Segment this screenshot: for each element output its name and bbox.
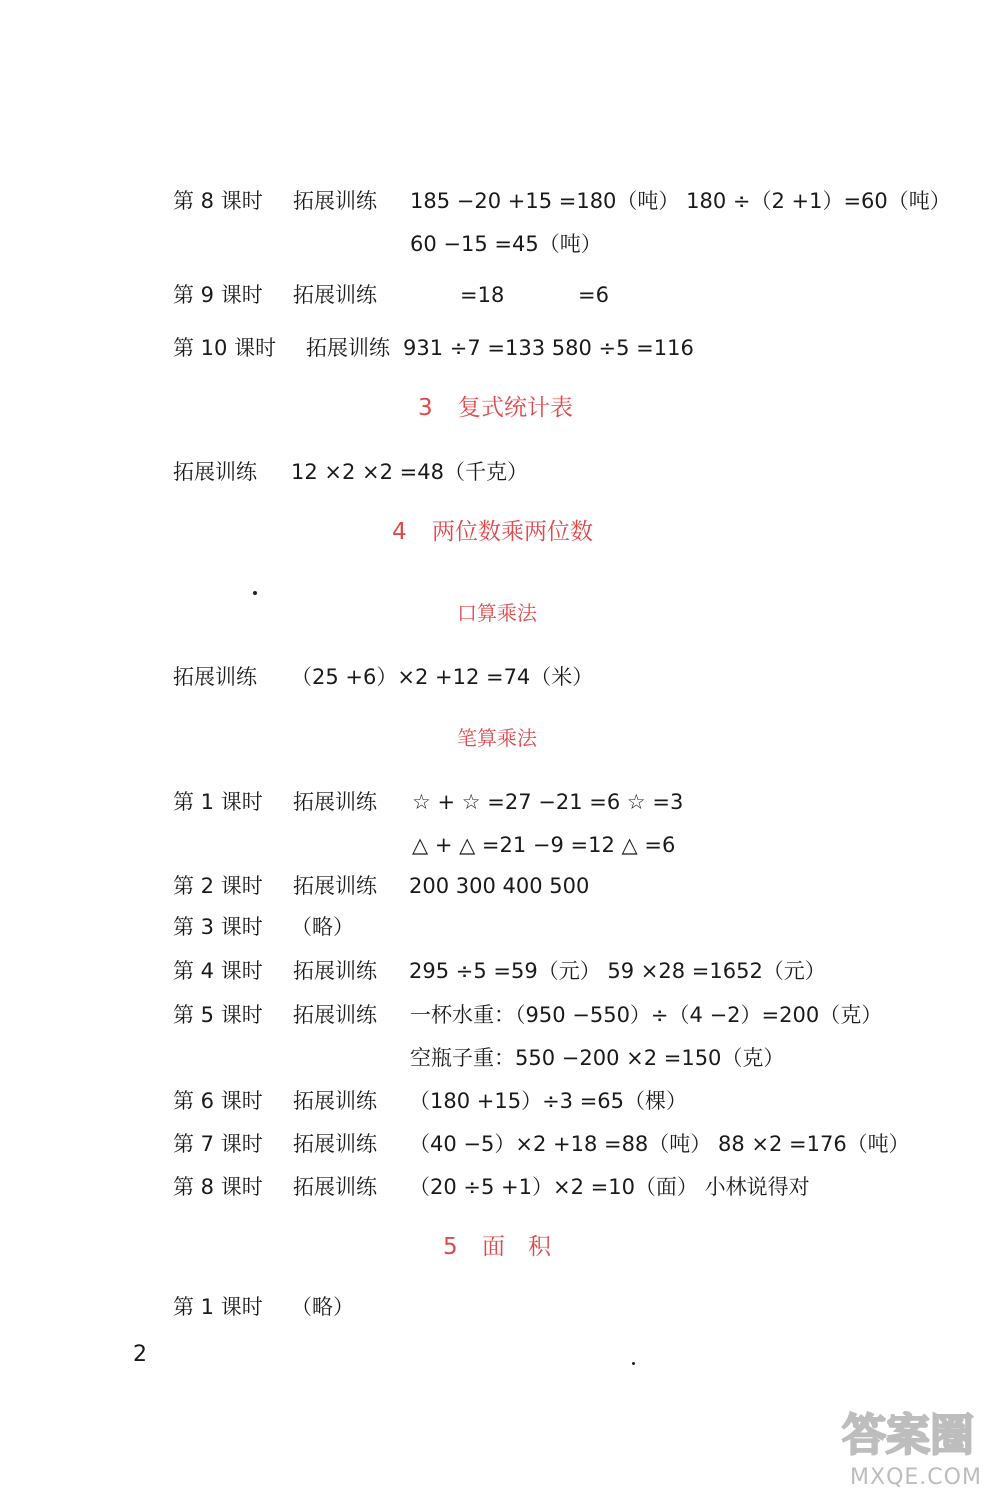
lesson-tag: 拓展训练 bbox=[173, 665, 257, 689]
lesson-tag: （略） bbox=[291, 915, 354, 939]
lesson-tag: 拓展训练 bbox=[293, 1003, 377, 1027]
lesson-tag: 拓展训练 bbox=[173, 460, 257, 484]
watermark-logo-icon bbox=[838, 1404, 988, 1462]
lesson-tag: 拓展训练 bbox=[293, 1132, 377, 1156]
watermark-text: MXQE.COM bbox=[850, 1465, 982, 1490]
lesson-tag: （略） bbox=[291, 1295, 354, 1319]
answer-line: 空瓶子重：550 −200 ×2 =150（克） bbox=[410, 1046, 785, 1070]
lesson-label: 第 8 课时 bbox=[173, 189, 263, 213]
answer-line: 295 ÷5 =59（元） 59 ×28 =1652（元） bbox=[409, 959, 826, 983]
subsection-title: 笔算乘法 bbox=[457, 726, 537, 750]
lesson-label: 第 10 课时 bbox=[173, 336, 277, 360]
lesson-tag: 拓展训练 bbox=[293, 874, 377, 898]
lesson-label: 第 3 课时 bbox=[173, 915, 263, 939]
answer-line: （40 −5）×2 +18 =88（吨） 88 ×2 =176（吨） bbox=[409, 1132, 910, 1156]
lesson-label: 第 6 课时 bbox=[173, 1089, 263, 1113]
answer-line: 200 300 400 500 bbox=[409, 874, 590, 898]
lesson-label: 第 1 课时 bbox=[173, 790, 263, 814]
lesson-label: 第 8 课时 bbox=[173, 1175, 263, 1199]
answer-line: （180 +15）÷3 =65（棵） bbox=[409, 1089, 688, 1113]
page-number: 2 bbox=[133, 1342, 147, 1367]
answer-line: 60 −15 =45（吨） bbox=[410, 232, 602, 256]
subsection-title: 口算乘法 bbox=[457, 601, 537, 625]
answer-line: ☆ + ☆ =27 −21 =6 ☆ =3 bbox=[412, 790, 684, 814]
watermark-logo-text: 答案圈 bbox=[842, 1410, 974, 1461]
lesson-label: 第 4 课时 bbox=[173, 959, 263, 983]
stray-dot bbox=[632, 1362, 635, 1365]
answer-line: 一杯水重：（950 −550）÷（4 −2）=200（克） bbox=[410, 1003, 883, 1027]
answer-line: =18 bbox=[460, 283, 505, 307]
answer-line: （20 ÷5 +1）×2 =10（面） 小林说得对 bbox=[409, 1175, 810, 1199]
answer-line: △ + △ =21 −9 =12 △ =6 bbox=[412, 833, 676, 857]
section-title: 面 积 bbox=[482, 1234, 551, 1260]
lesson-label: 第 9 课时 bbox=[173, 283, 263, 307]
lesson-tag: 拓展训练 bbox=[293, 790, 377, 814]
lesson-tag: 拓展训练 bbox=[293, 189, 377, 213]
section-title: 两位数乘两位数 bbox=[432, 519, 593, 545]
answer-line: 12 ×2 ×2 =48（千克） bbox=[291, 460, 528, 484]
stray-dot bbox=[253, 591, 257, 595]
lesson-tag: 拓展训练 bbox=[293, 283, 377, 307]
lesson-tag: 拓展训练 bbox=[293, 1175, 377, 1199]
lesson-tag: 拓展训练 bbox=[306, 336, 390, 360]
answer-line: 185 −20 +15 =180（吨） 180 ÷（2 +1）=60（吨） bbox=[410, 189, 951, 213]
answer-line: =6 bbox=[578, 283, 609, 307]
section-title: 复式统计表 bbox=[458, 395, 573, 421]
lesson-tag: 拓展训练 bbox=[293, 1089, 377, 1113]
lesson-label: 第 5 课时 bbox=[173, 1003, 263, 1027]
section-number: 5 bbox=[443, 1234, 458, 1260]
watermark bbox=[836, 1398, 996, 1490]
lesson-label: 第 7 课时 bbox=[173, 1132, 263, 1156]
section-number: 4 bbox=[392, 519, 407, 545]
lesson-label: 第 2 课时 bbox=[173, 874, 263, 898]
lesson-tag: 拓展训练 bbox=[293, 959, 377, 983]
answer-line: 931 ÷7 =133 580 ÷5 =116 bbox=[403, 336, 694, 360]
answer-line: （25 +6）×2 +12 =74（米） bbox=[291, 665, 594, 689]
lesson-label: 第 1 课时 bbox=[173, 1295, 263, 1319]
section-number: 3 bbox=[418, 395, 433, 421]
